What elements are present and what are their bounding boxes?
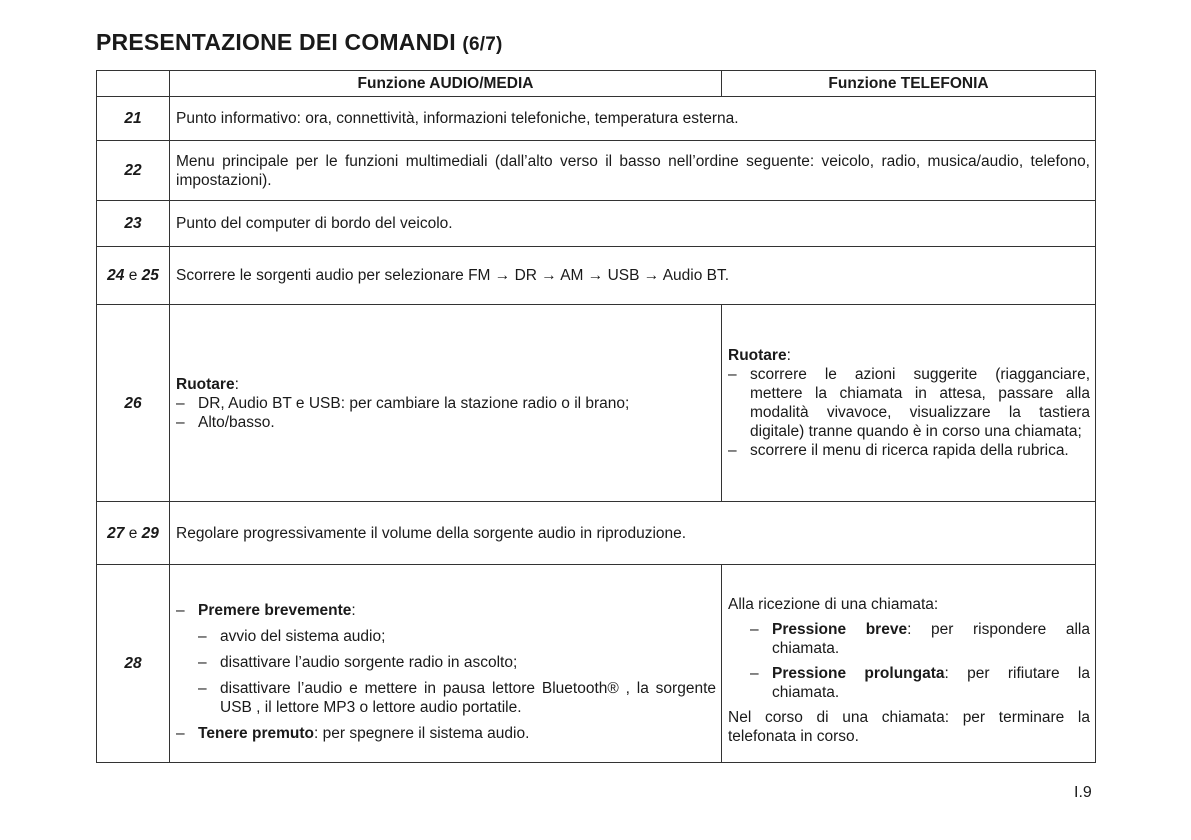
- row-number: [97, 247, 170, 305]
- row-number-a: 24: [107, 267, 125, 284]
- table-row: [97, 141, 1096, 201]
- row-description: Menu principale per le funzioni multimediali (dall’alto verso il basso nell’ordine seguente: veicolo, radio, musica/audio, telefono, impostazioni).: [170, 141, 1096, 201]
- row-number: 22: [97, 141, 170, 201]
- press-heading: Premere brevemente: [198, 601, 352, 619]
- header-number: [97, 71, 170, 97]
- row-number: 23: [97, 201, 170, 247]
- row-description: Punto informativo: ora, connettività, informazioni telefoniche, temperatura esterna.: [170, 97, 1096, 141]
- list-item: – scorrere le azioni suggerite (riagganciare, mettere la chiamata in attesa, passare alla modalità vivavoce, visualizzare la tastiera digitale) tranne quando è in corso una chiamata;: [728, 365, 1090, 441]
- list-item: – DR, Audio BT e USB: per cambiare la stazione radio o il brano;: [176, 394, 716, 413]
- table-row: [97, 305, 1096, 502]
- audio-heading: Ruotare:: [176, 375, 239, 393]
- tel-heading: Ruotare:: [728, 347, 791, 364]
- audio-list: [176, 601, 716, 743]
- tel-list: [728, 365, 1090, 460]
- header-telefonia: Funzione TELEFONIA: [722, 71, 1096, 97]
- table-row: [97, 502, 1096, 565]
- list-item: – scorrere il menu di ricerca rapida della rubrica.: [728, 441, 1090, 460]
- list-item: – Alto/basso.: [176, 413, 716, 432]
- row-number: [97, 502, 170, 565]
- page-title-part: (6/7): [462, 34, 503, 55]
- tel-heading-label: Ruotare: [728, 347, 787, 364]
- hold-heading: Tenere premuto: [198, 724, 314, 742]
- hold-text: : per spegnere il sistema audio.: [314, 724, 530, 742]
- audio-cell: [170, 565, 722, 763]
- list-item: – disattivare l’audio e mettere in pausa lettore Bluetooth® , la sorgente USB , il lettore MP3 o lettore audio portatile.: [198, 679, 716, 717]
- list-item: – avvio del sistema audio;: [198, 627, 716, 646]
- row-description: Punto del computer di bordo del veicolo.: [170, 201, 1096, 247]
- audio-list: [176, 394, 716, 432]
- commands-table: [96, 70, 1096, 763]
- long-press-heading: Pressione prolungata: [772, 665, 945, 682]
- audio-cell: [170, 305, 722, 502]
- row-number-b: 29: [141, 524, 159, 542]
- row-number: 21: [97, 97, 170, 141]
- list-item: [750, 620, 1090, 658]
- list-item: [176, 724, 716, 743]
- table-row: [97, 247, 1096, 305]
- telephony-cell: [722, 565, 1096, 763]
- list-item: – disattivare l’audio sorgente radio in ascolto;: [198, 653, 716, 672]
- press-sublist: [198, 627, 716, 717]
- page-title: [96, 29, 503, 56]
- row-number-conj: e: [128, 524, 138, 542]
- table-row: [97, 97, 1096, 141]
- row-number: 28: [97, 565, 170, 763]
- tel-outro: Nel corso di una chiamata: per terminare la telefonata in corso.: [728, 709, 1090, 745]
- page-title-text: PRESENTAZIONE DEI COMANDI: [96, 29, 456, 55]
- table-row: [97, 565, 1096, 763]
- short-press-heading: Pressione breve: [772, 621, 908, 638]
- header-audio-media: Funzione AUDIO/MEDIA: [170, 71, 722, 97]
- row-number-a: 27: [107, 524, 125, 542]
- tel-intro: Alla ricezione di una chiamata:: [728, 596, 939, 613]
- list-item: – Premere brevemente: – avvio del sistema audio; – disattivare l’audio sorgente radio in ascolto; – disattivare l’audio e mettere in pausa lettore Bluetooth® , la sorgente USB , il lettore MP3 o lettore audio portatile.: [176, 601, 716, 717]
- table-header-row: [97, 71, 1096, 97]
- long-press-text: : per rifiutare la chiamata.: [772, 665, 1090, 701]
- telephony-cell: [722, 305, 1096, 502]
- tel-list: [750, 620, 1090, 702]
- table-row: [97, 201, 1096, 247]
- short-press-text: : per rispondere alla chiamata.: [772, 621, 1090, 657]
- row-number-conj: e: [128, 267, 138, 284]
- page-number: I.9: [1074, 784, 1092, 801]
- list-item: [750, 664, 1090, 702]
- row-description: Scorrere le sorgenti audio per selezionare FM → DR → AM → USB → Audio BT.: [170, 247, 1096, 305]
- audio-heading-label: Ruotare: [176, 375, 235, 393]
- row-description: Regolare progressivamente il volume della sorgente audio in riproduzione.: [170, 502, 1096, 565]
- row-number: 26: [97, 305, 170, 502]
- row-number-b: 25: [141, 267, 159, 284]
